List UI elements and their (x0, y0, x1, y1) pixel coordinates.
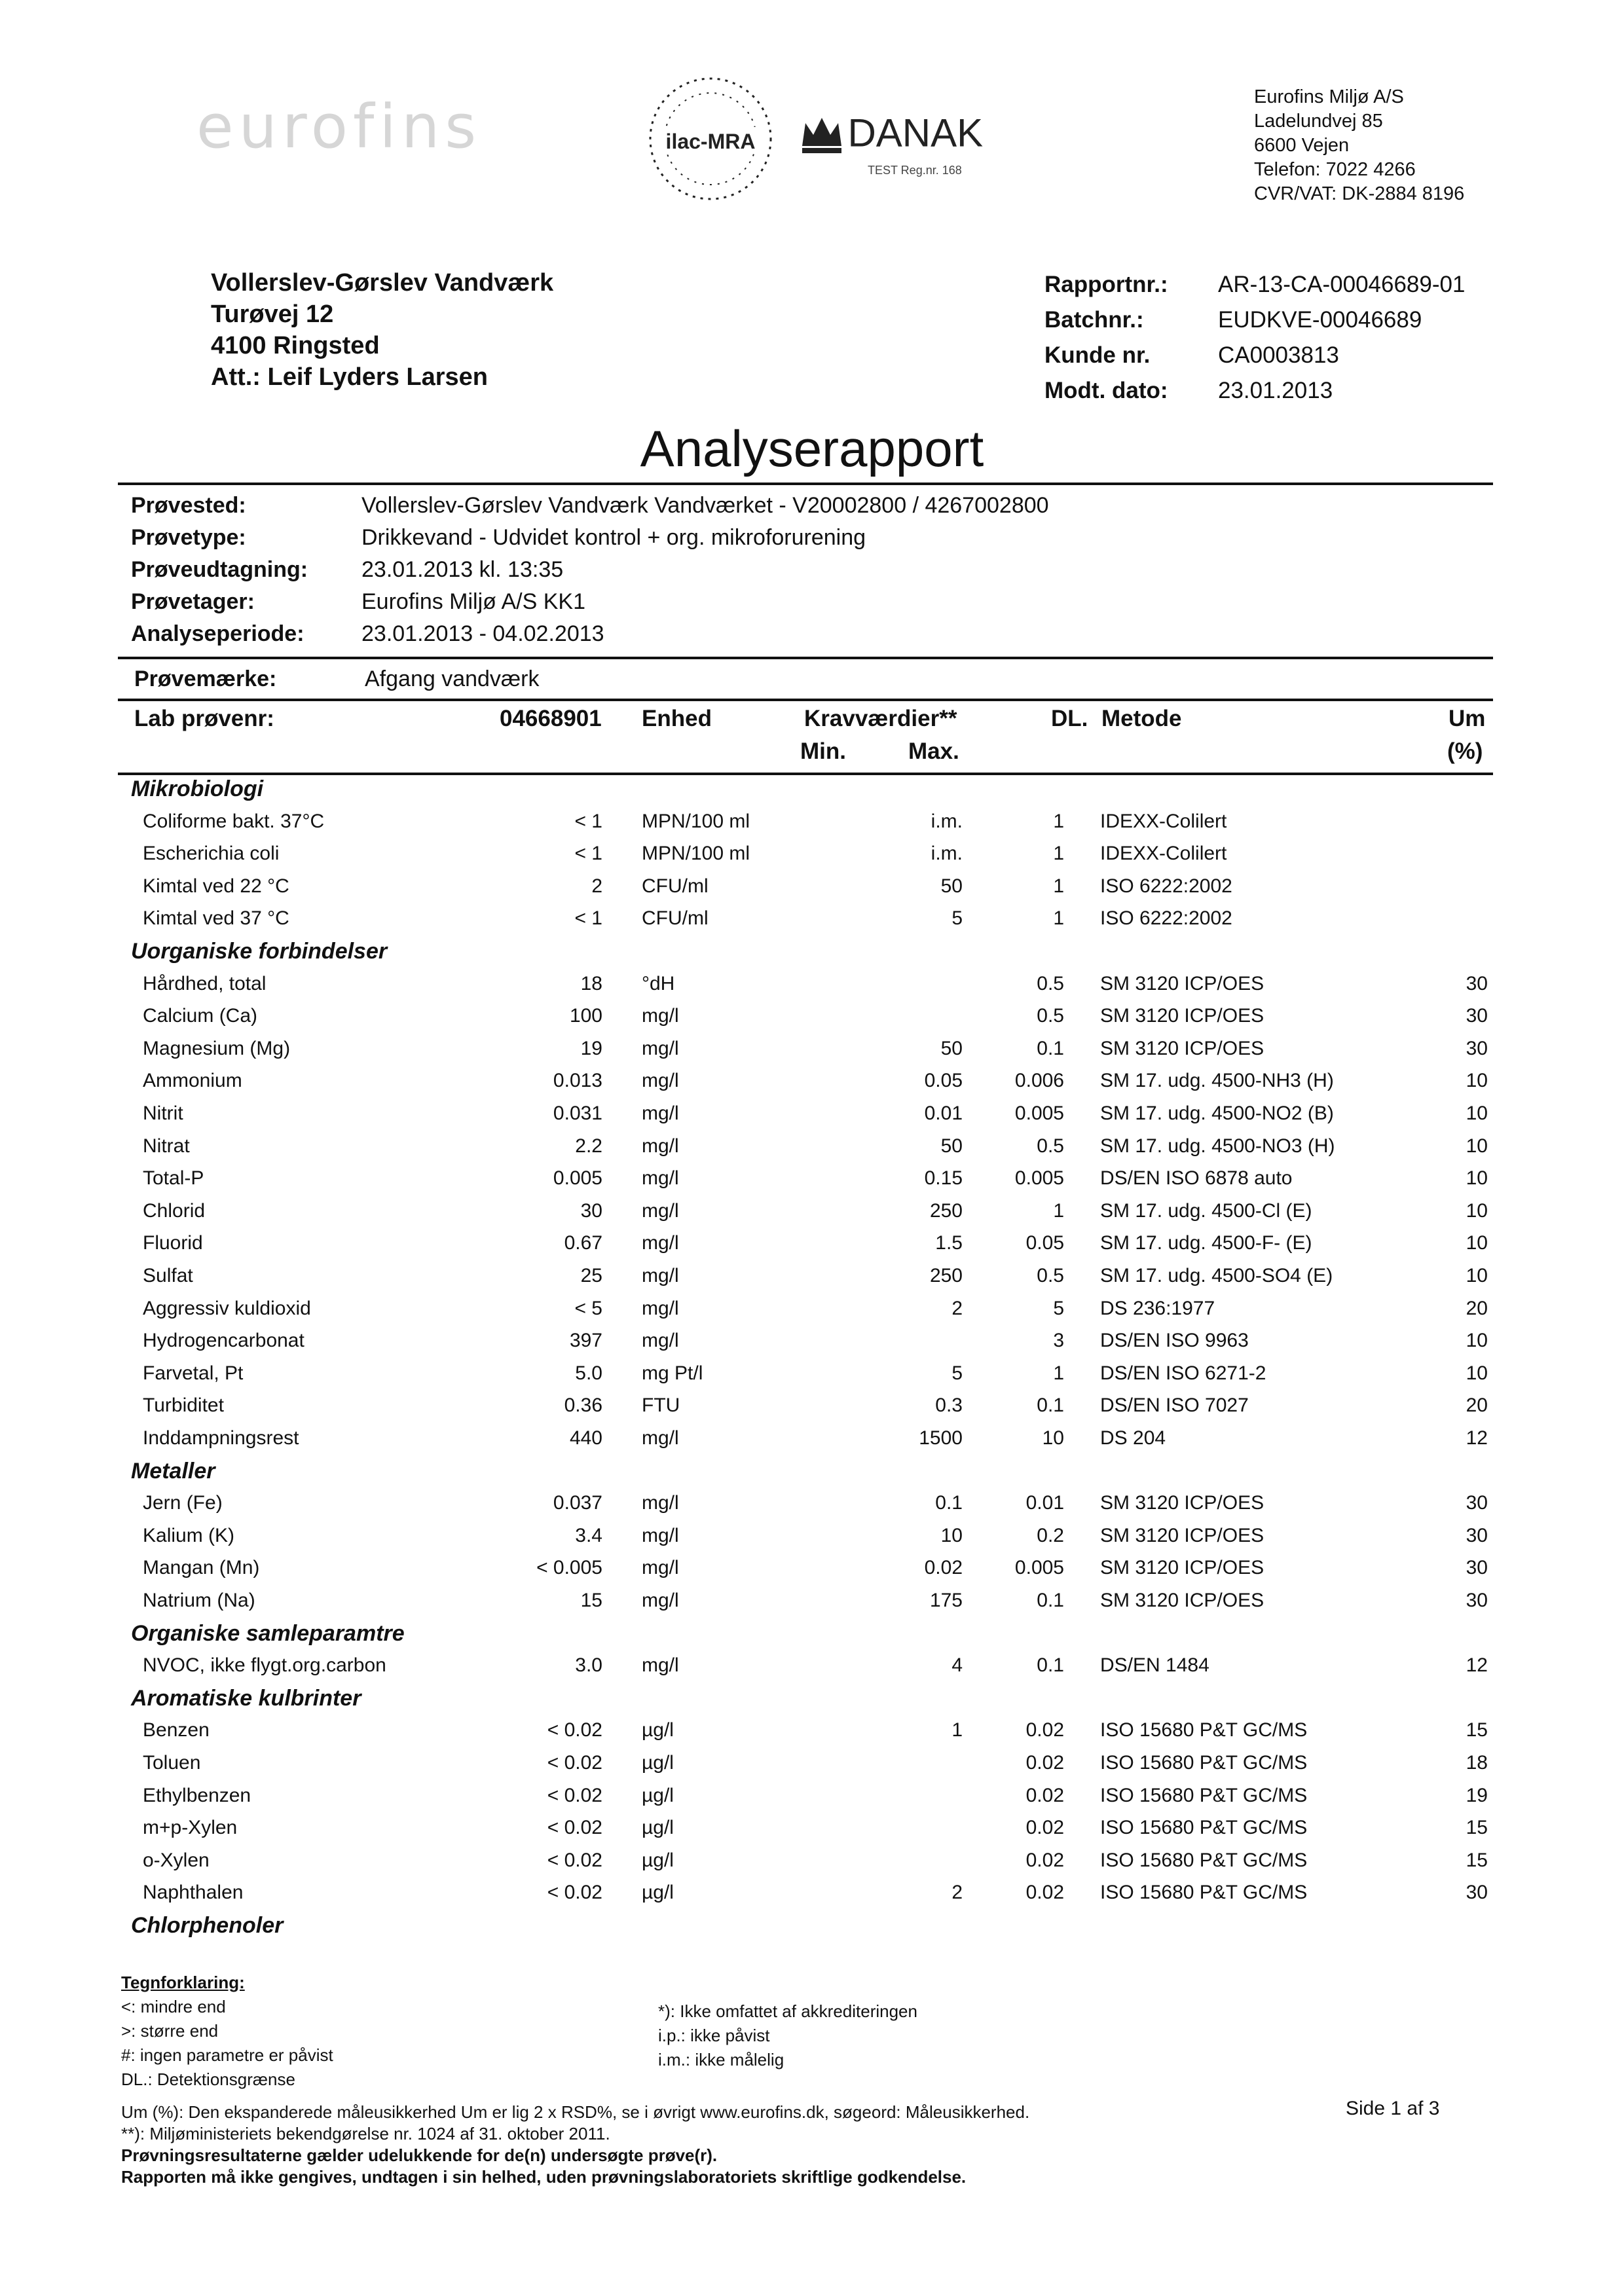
footer-line: Rapporten må ikke gengives, undtagen i sin helhed, uden prøvningslaboratoriets skriftlige godkendelse. (121, 2167, 967, 2187)
detection-limit: 0.5 (1037, 1005, 1064, 1027)
param-name: Natrium (Na) (143, 1590, 255, 1611)
result-value: < 5 (574, 1297, 602, 1319)
method: SM 17. udg. 4500-SO4 (E) (1100, 1265, 1333, 1286)
unit: µg/l (642, 1817, 674, 1839)
uncertainty: 30 (1466, 1037, 1488, 1059)
uncertainty: 10 (1466, 1265, 1488, 1286)
unit: mg/l (642, 1199, 679, 1222)
param-name: Kalium (K) (143, 1524, 235, 1546)
section-title: Aromatiske kulbrinter (131, 1685, 361, 1711)
result-value: 0.031 (553, 1102, 602, 1124)
method: DS/EN ISO 6271-2 (1100, 1362, 1266, 1384)
section-title: Organiske samleparamtre (131, 1620, 405, 1646)
detection-limit: 0.5 (1037, 1135, 1064, 1157)
col-header-max: Max. (908, 738, 959, 764)
limit-max: 50 (940, 1037, 963, 1059)
method: ISO 6222:2002 (1100, 907, 1232, 930)
method: IDEXX-Colilert (1100, 810, 1227, 832)
detection-limit: 0.5 (1037, 1265, 1064, 1286)
result-value: 30 (580, 1199, 602, 1222)
unit: mg/l (642, 1005, 679, 1027)
legend-item: *): Ikke omfattet af akkrediteringen (658, 2001, 917, 2021)
legend-item: DL.: Detektionsgrænse (121, 2069, 295, 2089)
limit-max: 1 (951, 1719, 963, 1741)
divider (118, 773, 1493, 775)
param-name: Turbiditet (143, 1394, 224, 1417)
detection-limit: 1 (1053, 907, 1064, 930)
uncertainty: 10 (1466, 1167, 1488, 1190)
meta-label: Batchnr.: (1044, 307, 1144, 333)
danak-text: DANAK (847, 111, 984, 155)
method: SM 17. udg. 4500-NH3 (H) (1100, 1070, 1334, 1092)
report-meta (1044, 267, 1465, 409)
method: SM 17. udg. 4500-F- (E) (1100, 1232, 1312, 1254)
section-title: Chlorphenoler (131, 1913, 284, 1938)
param-name: Escherichia coli (143, 843, 280, 865)
unit: mg/l (642, 1654, 679, 1677)
detection-limit: 0.02 (1025, 1752, 1064, 1774)
method: DS 236:1977 (1100, 1297, 1215, 1319)
result-value: 15 (580, 1590, 602, 1611)
uncertainty: 15 (1466, 1817, 1488, 1839)
company-line: Eurofins Miljø A/S (1254, 86, 1404, 107)
recipient-line: Turøvej 12 (211, 301, 334, 328)
detection-limit: 0.005 (1014, 1557, 1064, 1579)
method: ISO 15680 P&T GC/MS (1100, 1752, 1308, 1774)
detection-limit: 0.1 (1037, 1037, 1064, 1059)
param-name: o-Xylen (143, 1849, 210, 1871)
legend-item: i.p.: ikke påvist (658, 2026, 770, 2045)
limit-max: 4 (951, 1654, 963, 1677)
param-name: Ammonium (143, 1070, 242, 1092)
meta-label: Kunde nr. (1044, 342, 1151, 368)
result-value: < 0.005 (536, 1557, 602, 1579)
detection-limit: 0.02 (1025, 1719, 1064, 1741)
sample-marker (134, 666, 540, 692)
result-value: < 1 (574, 907, 602, 930)
uncertainty: 10 (1466, 1362, 1488, 1384)
report-number: AR-13-CA-00046689-01 (1218, 272, 1466, 297)
limit-max: 1.5 (935, 1232, 963, 1254)
detection-limit: 0.02 (1025, 1882, 1064, 1904)
uncertainty: 10 (1466, 1135, 1488, 1157)
detection-limit: 0.5 (1037, 972, 1064, 994)
unit: mg/l (642, 1297, 679, 1319)
uncertainty: 30 (1466, 1005, 1488, 1027)
method: DS/EN ISO 6878 auto (1100, 1167, 1293, 1190)
unit: MPN/100 ml (642, 843, 750, 865)
param-name: Jern (Fe) (143, 1492, 223, 1514)
uncertainty: 15 (1466, 1849, 1488, 1871)
unit: mg/l (642, 1557, 679, 1579)
param-name: Aggressiv kuldioxid (143, 1297, 311, 1319)
sample-info (131, 490, 1049, 650)
result-value: < 0.02 (547, 1849, 602, 1871)
limit-max: 5 (951, 1362, 963, 1384)
uncertainty: 20 (1466, 1297, 1488, 1319)
col-header-unit: Enhed (642, 706, 712, 731)
limit-max: 250 (929, 1265, 963, 1286)
detection-limit: 0.1 (1037, 1654, 1064, 1677)
method: DS 204 (1100, 1427, 1166, 1449)
unit: µg/l (642, 1882, 674, 1904)
ilac-text: ilac-MRA (665, 130, 756, 153)
uncertainty: 30 (1466, 1590, 1488, 1611)
meta-label: Modt. dato: (1044, 378, 1168, 403)
unit: CFU/ml (642, 907, 709, 930)
param-name: Hårdhed, total (143, 972, 267, 994)
unit: mg/l (642, 1590, 679, 1611)
param-name: Benzen (143, 1719, 210, 1741)
col-header-limits: Kravværdier** (804, 706, 957, 731)
page-number: Side 1 af 3 (1346, 2098, 1440, 2119)
param-name: Calcium (Ca) (143, 1005, 258, 1027)
param-name: Farvetal, Pt (143, 1362, 244, 1384)
limit-max: 175 (929, 1590, 963, 1611)
unit: mg/l (642, 1492, 679, 1514)
param-name: Kimtal ved 22 °C (143, 875, 289, 897)
uncertainty: 30 (1466, 1492, 1488, 1514)
unit: mg/l (642, 1265, 679, 1286)
param-name: Sulfat (143, 1265, 193, 1286)
danak-reg: TEST Reg.nr. 168 (868, 164, 962, 177)
uncertainty: 18 (1466, 1752, 1488, 1774)
uncertainty: 10 (1466, 1102, 1488, 1124)
method: ISO 15680 P&T GC/MS (1100, 1719, 1308, 1741)
param-name: Toluen (143, 1752, 201, 1774)
unit: mg/l (642, 1167, 679, 1190)
param-name: Chlorid (143, 1199, 206, 1222)
method: ISO 15680 P&T GC/MS (1100, 1882, 1308, 1904)
col-header-min: Min. (800, 738, 846, 764)
detection-limit: 0.005 (1014, 1167, 1064, 1190)
col-header-method: Metode (1101, 706, 1182, 731)
unit: mg Pt/l (642, 1362, 703, 1384)
uncertainty: 19 (1466, 1784, 1488, 1806)
limit-max: 50 (940, 1135, 963, 1157)
method: SM 3120 ICP/OES (1100, 1557, 1264, 1579)
result-value: < 0.02 (547, 1817, 602, 1839)
unit: mg/l (642, 1232, 679, 1254)
company-address (1254, 85, 1464, 206)
method: IDEXX-Colilert (1100, 843, 1227, 865)
uncertainty: 10 (1466, 1232, 1488, 1254)
limit-max: 0.3 (935, 1394, 963, 1417)
method: SM 3120 ICP/OES (1100, 1037, 1264, 1059)
result-value: < 1 (574, 810, 602, 832)
limit-max: 1500 (919, 1427, 963, 1449)
param-name: NVOC, ikke flygt.org.carbon (143, 1654, 386, 1677)
detection-limit: 0.2 (1037, 1524, 1064, 1546)
method: SM 3120 ICP/OES (1100, 1005, 1264, 1027)
limit-max: i.m. (931, 843, 963, 865)
detection-limit: 5 (1053, 1297, 1064, 1319)
param-name: m+p-Xylen (143, 1817, 238, 1839)
col-header-dl: DL. (1051, 706, 1088, 731)
meta-label: Rapportnr.: (1044, 272, 1168, 297)
info-value: Eurofins Miljø A/S KK1 (361, 589, 586, 614)
section-title: Mikrobiologi (131, 776, 264, 801)
method: DS/EN ISO 9963 (1100, 1330, 1249, 1352)
customer-number: CA0003813 (1218, 342, 1339, 368)
info-value: Vollerslev-Gørslev Vandværk Vandværket - V20002800 / 4267002800 (361, 493, 1049, 518)
detection-limit: 3 (1053, 1330, 1064, 1352)
method: SM 3120 ICP/OES (1100, 1590, 1264, 1611)
method: ISO 15680 P&T GC/MS (1100, 1849, 1308, 1871)
param-name: Nitrit (143, 1102, 183, 1124)
section-title: Uorganiske forbindelser (131, 939, 388, 964)
limit-max: 0.15 (924, 1167, 963, 1190)
result-value: 0.67 (564, 1232, 602, 1254)
divider (118, 483, 1493, 485)
company-line: Telefon: 7022 4266 (1254, 159, 1416, 180)
uncertainty: 30 (1466, 1882, 1488, 1904)
method: DS/EN 1484 (1100, 1654, 1209, 1677)
limit-max: 10 (940, 1524, 963, 1546)
limit-max: 250 (929, 1199, 963, 1222)
detection-limit: 0.02 (1025, 1817, 1064, 1839)
unit: FTU (642, 1394, 680, 1417)
company-line: CVR/VAT: DK-2884 8196 (1254, 183, 1465, 204)
unit: mg/l (642, 1037, 679, 1059)
legend-item: <: mindre end (121, 1997, 226, 2016)
legend-right (658, 1999, 917, 2072)
uncertainty: 12 (1466, 1427, 1488, 1449)
footer-line: Um (%): Den ekspanderede måleusikkerhed Um er lig 2 x RSD%, se i øvrigt www.eurofins.dk, søgeord: Måleusikkerhed. (121, 2102, 1030, 2122)
limit-max: 0.01 (924, 1102, 963, 1124)
param-name: Mangan (Mn) (143, 1557, 260, 1579)
result-value: 0.037 (553, 1492, 602, 1514)
method: SM 17. udg. 4500-NO2 (B) (1100, 1102, 1334, 1124)
recipient-line: Vollerslev-Gørslev Vandværk (211, 269, 554, 297)
limit-max: 5 (951, 907, 963, 930)
method: SM 17. udg. 4500-NO3 (H) (1100, 1135, 1335, 1157)
detection-limit: 0.01 (1025, 1492, 1064, 1514)
unit: µg/l (642, 1849, 674, 1871)
result-value: < 0.02 (547, 1882, 602, 1904)
method: DS/EN ISO 7027 (1100, 1394, 1249, 1417)
method: SM 3120 ICP/OES (1100, 1492, 1264, 1514)
info-label: Prøvetager: (131, 589, 255, 614)
result-value: < 1 (574, 843, 602, 865)
result-value: 19 (580, 1037, 602, 1059)
limit-max: 2 (951, 1297, 963, 1319)
result-value: < 0.02 (547, 1719, 602, 1741)
method: ISO 15680 P&T GC/MS (1100, 1784, 1308, 1806)
result-value: 397 (569, 1330, 602, 1352)
detection-limit: 1 (1053, 1362, 1064, 1384)
unit: mg/l (642, 1135, 679, 1157)
legend (121, 1971, 333, 2092)
limit-max: 50 (940, 875, 963, 897)
info-value: 23.01.2013 - 04.02.2013 (361, 621, 604, 646)
info-value: 23.01.2013 kl. 13:35 (361, 557, 564, 582)
uncertainty: 10 (1466, 1330, 1488, 1352)
method: SM 17. udg. 4500-Cl (E) (1100, 1199, 1312, 1222)
unit: MPN/100 ml (642, 810, 750, 832)
info-label: Prøvested: (131, 493, 246, 518)
uncertainty: 15 (1466, 1719, 1488, 1741)
marker-label: Prøvemærke: (134, 666, 277, 691)
detection-limit: 0.005 (1014, 1102, 1064, 1124)
batch-number: EUDKVE-00046689 (1218, 307, 1422, 333)
detection-limit: 1 (1053, 810, 1064, 832)
uncertainty: 30 (1466, 1524, 1488, 1546)
divider (118, 699, 1493, 701)
recipient-line: Att.: Leif Lyders Larsen (211, 363, 489, 391)
uncertainty: 30 (1466, 1557, 1488, 1579)
result-value: 100 (569, 1005, 602, 1027)
unit: CFU/ml (642, 875, 709, 897)
detection-limit: 10 (1042, 1427, 1064, 1449)
limit-max: 0.05 (924, 1070, 963, 1092)
unit: µg/l (642, 1719, 674, 1741)
detection-limit: 1 (1053, 1199, 1064, 1222)
result-value: 0.005 (553, 1167, 602, 1190)
result-value: 2 (591, 875, 602, 897)
detection-limit: 1 (1053, 875, 1064, 897)
footer-line: **): Miljøministeriets bekendgørelse nr. 1024 af 31. oktober 2011. (121, 2124, 610, 2143)
result-value: 25 (580, 1265, 602, 1286)
legend-item: i.m.: ikke målelig (658, 2050, 784, 2069)
info-label: Prøveudtagning: (131, 557, 308, 582)
legend-item: #: ingen parametre er påvist (121, 2045, 333, 2065)
info-label: Prøvetype: (131, 525, 246, 550)
footer-notes (121, 2102, 1029, 2188)
uncertainty: 10 (1466, 1070, 1488, 1092)
unit: mg/l (642, 1102, 679, 1124)
uncertainty: 10 (1466, 1199, 1488, 1222)
unit: mg/l (642, 1070, 679, 1092)
col-header-um: Um (1449, 706, 1486, 731)
result-value: 0.013 (553, 1070, 602, 1092)
result-value: 440 (569, 1427, 602, 1449)
unit: °dH (642, 972, 675, 994)
uncertainty: 12 (1466, 1654, 1488, 1677)
unit: mg/l (642, 1524, 679, 1546)
footer-line: Prøvningsresultaterne gælder udelukkende for de(n) undersøgte prøve(r). (121, 2145, 718, 2165)
unit: mg/l (642, 1427, 679, 1449)
detection-limit: 0.1 (1037, 1590, 1064, 1611)
col-header-um-pct: (%) (1447, 738, 1483, 764)
result-value: 5.0 (575, 1362, 602, 1384)
marker-value: Afgang vandværk (365, 666, 540, 691)
divider (118, 657, 1493, 659)
method: ISO 6222:2002 (1100, 875, 1232, 897)
result-value: 3.0 (575, 1654, 602, 1677)
method: SM 3120 ICP/OES (1100, 1524, 1264, 1546)
col-header-lab: Lab prøvenr: (134, 706, 274, 731)
param-name: Naphthalen (143, 1882, 244, 1904)
ilac-logo (645, 73, 776, 204)
legend-item: >: større end (121, 2021, 219, 2041)
company-line: 6600 Vejen (1254, 135, 1350, 156)
uncertainty: 20 (1466, 1394, 1488, 1417)
detection-limit: 0.1 (1037, 1394, 1064, 1417)
col-header-sample-no: 04668901 (500, 706, 602, 731)
detection-limit: 1 (1053, 843, 1064, 865)
detection-limit: 0.05 (1025, 1232, 1064, 1254)
company-line: Ladelundvej 85 (1254, 111, 1383, 132)
param-name: Magnesium (Mg) (143, 1037, 291, 1059)
legend-title: Tegnforklaring: (121, 1973, 245, 1992)
result-value: 3.4 (575, 1524, 602, 1546)
param-name: Coliforme bakt. 37°C (143, 810, 325, 832)
param-name: Nitrat (143, 1135, 190, 1157)
param-name: Ethylbenzen (143, 1784, 251, 1806)
method: ISO 15680 P&T GC/MS (1100, 1817, 1308, 1839)
detection-limit: 0.02 (1025, 1849, 1064, 1871)
param-name: Kimtal ved 37 °C (143, 907, 289, 930)
detection-limit: 0.02 (1025, 1784, 1064, 1806)
result-value: 18 (580, 972, 602, 994)
param-name: Inddampningsrest (143, 1427, 299, 1449)
section-title: Metaller (131, 1458, 215, 1484)
param-name: Hydrogencarbonat (143, 1330, 304, 1352)
param-name: Total-P (143, 1167, 204, 1190)
recipient-line: 4100 Ringsted (211, 332, 380, 359)
crown-icon (799, 110, 845, 156)
detection-limit: 0.006 (1014, 1070, 1064, 1092)
limit-max: 0.02 (924, 1557, 963, 1579)
recipient-address (211, 267, 553, 393)
limit-max: 2 (951, 1882, 963, 1904)
method: SM 3120 ICP/OES (1100, 972, 1264, 994)
param-name: Fluorid (143, 1232, 203, 1254)
uncertainty: 30 (1466, 972, 1488, 994)
unit: µg/l (642, 1784, 674, 1806)
result-value: 0.36 (564, 1394, 602, 1417)
info-value: Drikkevand - Udvidet kontrol + org. mikroforurening (361, 525, 866, 550)
result-value: < 0.02 (547, 1784, 602, 1806)
unit: mg/l (642, 1330, 679, 1352)
received-date: 23.01.2013 (1218, 378, 1333, 403)
info-label: Analyseperiode: (131, 621, 304, 646)
result-value: 2.2 (575, 1135, 602, 1157)
limit-max: 0.1 (935, 1492, 963, 1514)
report-title: Analyserapport (640, 420, 984, 477)
eurofins-logo: eurofins (196, 92, 482, 162)
danak-logo (799, 110, 984, 177)
result-value: < 0.02 (547, 1752, 602, 1774)
limit-max: i.m. (931, 810, 963, 832)
unit: µg/l (642, 1752, 674, 1774)
